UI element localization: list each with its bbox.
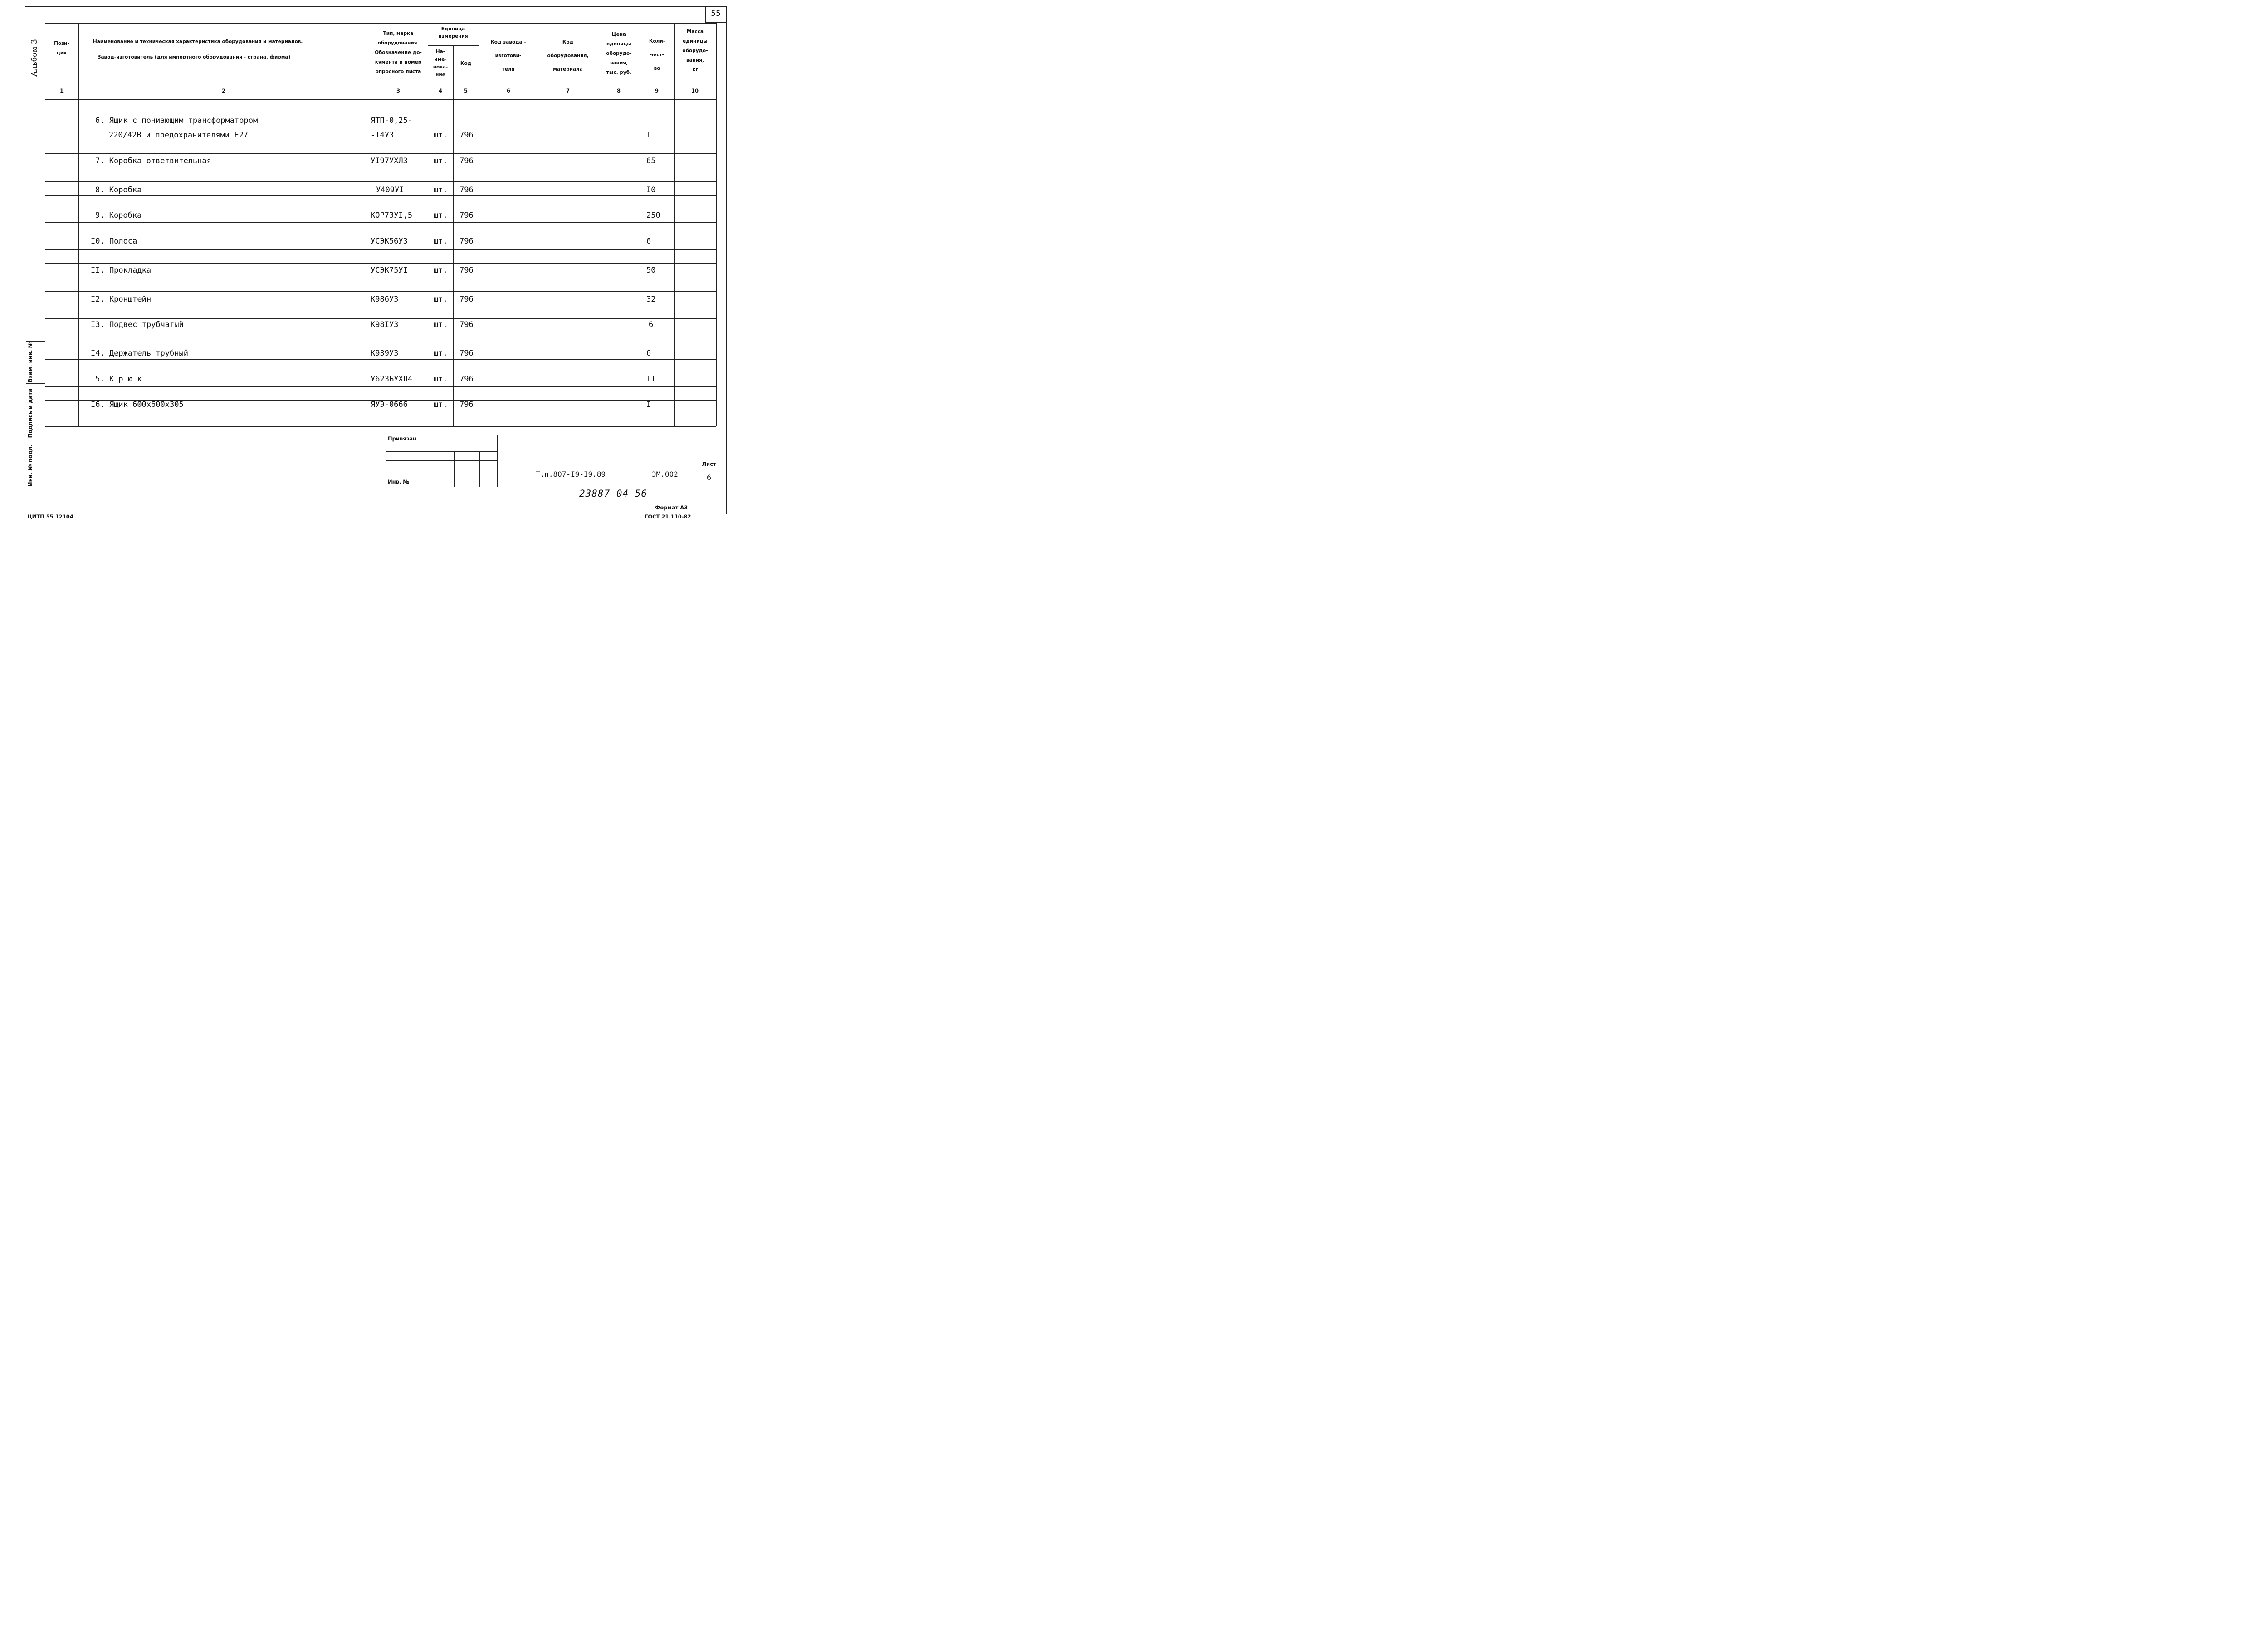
item-unit: шт. xyxy=(434,375,448,384)
item-unit: шт. xyxy=(434,320,448,329)
item-quantity: 65 xyxy=(646,156,656,166)
col-line-5-bold xyxy=(453,99,454,426)
signature-date-label: Подпись и дата xyxy=(27,388,34,438)
item-name: I5. К р ю к xyxy=(91,375,142,384)
header-unit: Единица измерения xyxy=(438,26,468,39)
grid-line xyxy=(45,291,716,292)
item-type: ЯТП-0,25- xyxy=(371,116,413,125)
item-unit-code: 796 xyxy=(459,320,474,329)
header-manufacturer-code: Код завода - изготови- теля xyxy=(490,39,526,72)
column-numbers-bottom-line xyxy=(45,99,716,100)
item-name: 6. Ящик с пониающим трансформатором xyxy=(95,116,258,125)
item-name: 7. Коробка ответвительная xyxy=(95,156,211,166)
sheet-label: Лист xyxy=(702,461,716,467)
page-number-box-bottom xyxy=(705,22,726,23)
item-type: УI97УХЛ3 xyxy=(371,156,408,166)
item-type: К986У3 xyxy=(371,295,399,304)
item-unit: шт. xyxy=(434,349,448,358)
bold-block-bottom xyxy=(454,426,675,427)
grid-line xyxy=(45,318,716,319)
item-name: I2. Кронштейн xyxy=(91,295,152,304)
header-unit-mass: Масса единицы оборудо- вания, кг xyxy=(682,29,708,73)
replacement-inventory-label: Взам. инв. № xyxy=(27,341,34,383)
grid-line xyxy=(45,222,716,223)
table-top-line xyxy=(45,23,716,24)
header-position: Пози- ция xyxy=(54,41,69,56)
grid-line xyxy=(45,153,716,154)
footer-left-code: ЦИТП 55 12104 xyxy=(27,513,73,520)
item-type: У409УI xyxy=(376,186,404,195)
sheet-number: 6 xyxy=(706,473,712,482)
column-number: 9 xyxy=(655,88,659,94)
item-quantity: 32 xyxy=(646,295,656,304)
inventory-label: Инв. № xyxy=(388,479,410,485)
item-quantity: 250 xyxy=(646,211,660,220)
item-unit: шт. xyxy=(434,156,448,166)
item-quantity: 6 xyxy=(646,237,651,246)
item-type: КОР73УI,5 xyxy=(371,211,413,220)
col-line-10-bold xyxy=(674,99,675,426)
original-inventory-label: Инв. № подл. xyxy=(27,444,34,487)
item-name: II. Прокладка xyxy=(91,266,152,275)
item-name: I0. Полоса xyxy=(91,237,137,246)
item-type: К98IУ3 xyxy=(371,320,399,329)
column-number: 2 xyxy=(221,88,225,94)
header-unit-price: Цена единицы оборудо- вания, тыс. руб. xyxy=(606,32,632,75)
col-line-2 xyxy=(78,23,79,426)
column-number: 3 xyxy=(396,88,400,94)
item-quantity: I0 xyxy=(646,186,656,195)
item-unit-code: 796 xyxy=(459,349,474,358)
header-equipment-code: Код оборудования, материала xyxy=(547,39,589,72)
item-name: 8. Коробка xyxy=(95,186,142,195)
album-label: Альбом 3 xyxy=(30,39,39,77)
item-name: I6. Ящик 600х600х305 xyxy=(91,400,184,409)
grid-line xyxy=(45,181,716,182)
format-label: Формат А3 xyxy=(655,504,688,511)
item-quantity: I xyxy=(646,131,651,140)
item-unit-code: 796 xyxy=(459,211,474,220)
bound-block-col xyxy=(454,451,455,487)
item-name: 9. Коробка xyxy=(95,211,142,220)
item-unit-code: 796 xyxy=(459,186,474,195)
item-unit-code: 796 xyxy=(459,237,474,246)
item-quantity: II xyxy=(646,375,656,384)
item-unit-code: 796 xyxy=(459,156,474,166)
item-type: К939У3 xyxy=(371,349,399,358)
item-unit-code: 796 xyxy=(459,400,474,409)
grid-line xyxy=(45,386,716,387)
grid-line xyxy=(45,359,716,360)
header-name-line2: Завод-изготовитель (для импортного оборудования - страна, фирма) xyxy=(98,54,291,60)
bound-label: Привязан xyxy=(388,435,416,442)
grid-line xyxy=(45,263,716,264)
item-unit: шт. xyxy=(434,211,448,220)
header-name-line1: Наименование и техническая характеристика оборудования и материалов. xyxy=(93,39,303,44)
item-unit: шт. xyxy=(434,186,448,195)
column-number: 1 xyxy=(59,88,64,94)
page-number: 55 xyxy=(711,9,721,18)
bound-block-line xyxy=(386,460,497,461)
column-number: 5 xyxy=(464,88,468,94)
item-quantity: 50 xyxy=(646,266,656,275)
bound-block-line xyxy=(386,451,497,452)
header-quantity: Коли- чест- во xyxy=(649,39,665,71)
frame-right-line xyxy=(726,6,727,514)
gost-label: ГОСТ 21.110-82 xyxy=(645,513,691,520)
item-type: ЯУЭ-0666 xyxy=(371,400,408,409)
table-right-line xyxy=(716,23,717,426)
item-name: I3. Подвес трубчатый xyxy=(91,320,184,329)
bound-block-col xyxy=(479,451,480,487)
grid-line xyxy=(45,249,716,250)
column-number: 7 xyxy=(566,88,570,94)
column-number: 4 xyxy=(438,88,442,94)
item-type: -I4У3 xyxy=(371,131,394,140)
bound-block-right xyxy=(497,435,498,487)
column-number: 6 xyxy=(506,88,510,94)
item-unit: шт. xyxy=(434,266,448,275)
header-unit-name: На- име- нова- ние xyxy=(433,49,448,78)
column-number: 8 xyxy=(616,88,621,94)
item-unit-code: 796 xyxy=(459,295,474,304)
item-unit: шт. xyxy=(434,400,448,409)
item-name: I4. Держатель трубный xyxy=(91,349,188,358)
item-unit: шт. xyxy=(434,295,448,304)
column-number: 10 xyxy=(691,88,699,94)
item-name: 220/42В и предохранителями Е27 xyxy=(109,131,249,140)
document-code: ЭМ.002 xyxy=(652,470,678,479)
header-type: Тип, марка оборудования. Обозначение до- кумента и номер опросного листа xyxy=(375,31,422,74)
item-type: УСЭК56У3 xyxy=(371,237,408,246)
item-unit-code: 796 xyxy=(459,266,474,275)
item-unit: шт. xyxy=(434,237,448,246)
archive-number: 23887-04 56 xyxy=(579,488,648,499)
grid-line xyxy=(45,195,716,196)
item-quantity: 6 xyxy=(649,320,654,329)
header-unit-code: Код xyxy=(460,61,472,66)
item-type: УСЭК75УI xyxy=(371,266,408,275)
frame-top-line xyxy=(25,6,726,7)
item-unit-code: 796 xyxy=(459,375,474,384)
item-quantity: 6 xyxy=(646,349,651,358)
item-unit-code: 796 xyxy=(459,131,474,140)
item-type: У623БУХЛ4 xyxy=(371,375,413,384)
item-quantity: I xyxy=(646,400,651,409)
document-designation: Т.п.807-I9-I9.89 xyxy=(536,470,606,479)
item-unit: шт. xyxy=(434,131,448,140)
